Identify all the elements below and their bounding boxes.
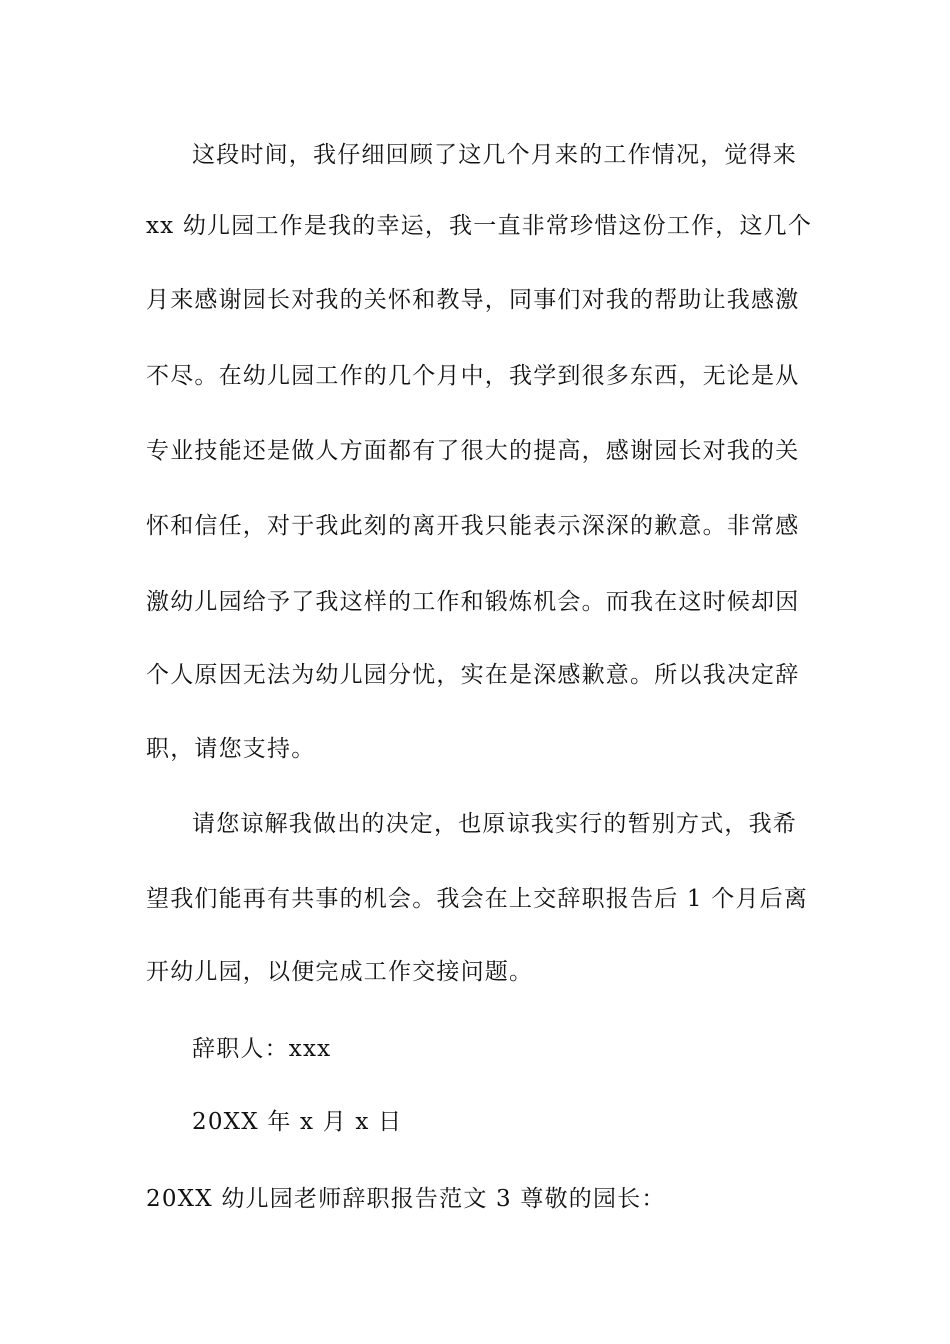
paragraph-1-line-7: 激幼儿园给予了我这样的工作和锻炼机会。而我在这时候却因: [146, 589, 800, 615]
next-section-heading: 20XX 幼儿园老师辞职报告范文 3 尊敬的园长：: [146, 1186, 666, 1212]
paragraph-1-line-5: 专业技能还是做人方面都有了很大的提高，感谢园长对我的关: [146, 438, 800, 464]
paragraph-2-line-2: 望我们能再有共事的机会。我会在上交辞职报告后 1 个月后离: [146, 886, 809, 912]
paragraph-1-line-9: 职，请您支持。: [146, 736, 316, 762]
paragraph-1-line-4: 不尽。在幼儿园工作的几个月中，我学到很多东西，无论是从: [146, 363, 800, 389]
paragraph-1-line-8: 个人原因无法为幼儿园分忧，实在是深感歉意。所以我决定辞: [146, 662, 800, 688]
paragraph-1-line-1: 这段时间，我仔细回顾了这几个月来的工作情况，觉得来: [192, 142, 797, 168]
paragraph-1-line-6: 怀和信任，对于我此刻的离开我只能表示深深的歉意。非常感: [146, 513, 800, 539]
signature-line: 辞职人：xxx: [192, 1036, 332, 1062]
paragraph-1-line-2: xx 幼儿园工作是我的幸运，我一直非常珍惜这份工作，这几个: [146, 213, 813, 239]
paragraph-1-line-3: 月来感谢园长对我的关怀和教导，同事们对我的帮助让我感激: [146, 287, 800, 313]
paragraph-2-line-1: 请您谅解我做出的决定，也原谅我实行的暂别方式，我希: [192, 811, 797, 837]
date-line: 20XX 年 x 月 x 日: [192, 1109, 403, 1135]
paragraph-2-line-3: 开幼儿园，以便完成工作交接问题。: [146, 959, 534, 985]
